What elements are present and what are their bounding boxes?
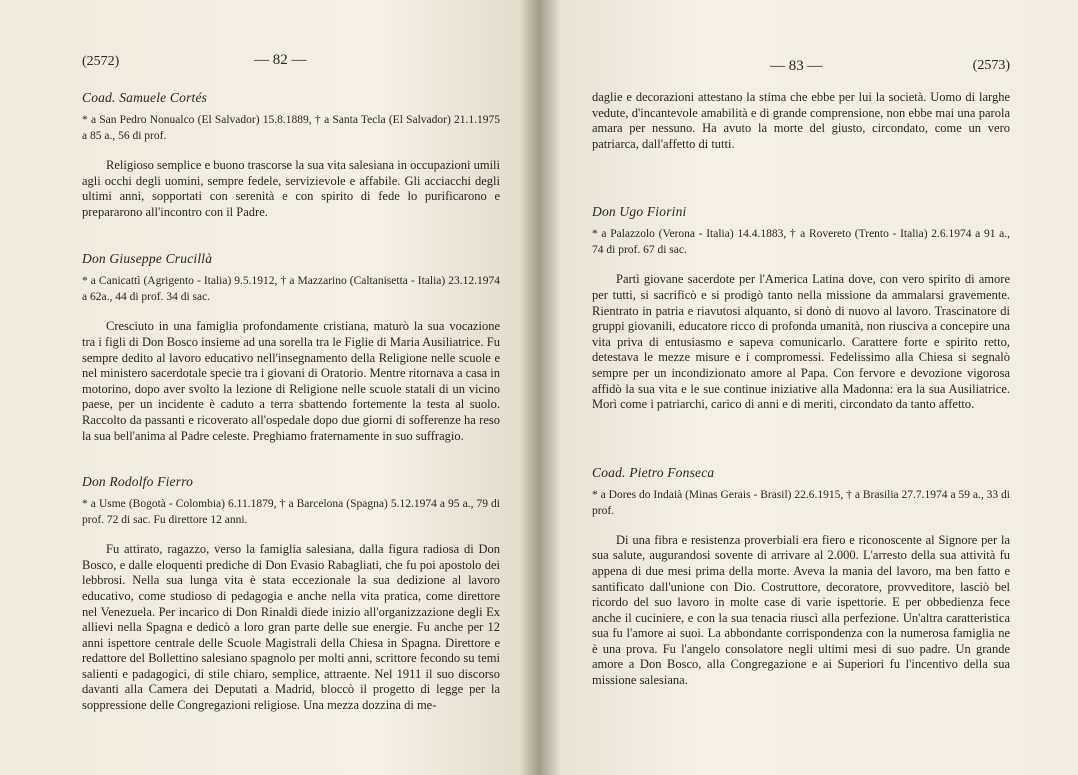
entry-name: Don Ugo Fiorini xyxy=(592,204,687,220)
continuation-paragraph: daglie e decorazioni attestano la stima che ebbe per lui la società. Uomo di larghe vedute, d'incantevole amabilità e di grande comprensione, non ebbe mai una parola amara per nessuno. Ha avuto la morte del giusto, circondato, come un vero patriarca, dall'affetto di tutti. xyxy=(592,90,1010,151)
obituary-entry-fierro xyxy=(82,474,500,714)
right-folio-number: (2573) xyxy=(972,58,1010,73)
left-page-number: — 82 — xyxy=(254,52,307,68)
obituary-entry-crucilla xyxy=(82,251,500,444)
right-page xyxy=(540,0,1078,775)
entry-body: Cresciuto in una famiglia profondamente cristiana, maturò la sua vocazione tra i figli di Don Bosco insieme ad una sorella tra le Figlie di Maria Ausiliatrice. Fu sempre dedito al lavoro educativo nell'insegnamento della Religione nelle scuole e nel ministero sacerdotale specie tra i giovani di Oratorio. Mentre ritornava a casa in motorino, dopo aver svolto la lezione di Religione nelle scuole statali di un vicino paese, per un incidente è caduto a terra sbattendo fortemente la testa al suolo. Raccolto da passanti e ricoverato all'ospedale dopo due giorni di sofferenze ha reso la sua bell'anima al Padre celeste. Preghiamo fraternamente in suo suffragio. xyxy=(82,319,500,443)
left-page-header xyxy=(82,42,500,72)
entry-dates: * a San Pedro Nonualco (El Salvador) 15.8.1889, † a Santa Tecla (El Salvador) 21.1.1975 a 85 a., 56 di prof. xyxy=(82,114,500,142)
entry-name: Don Giuseppe Crucillà xyxy=(82,251,213,267)
entry-name: Coad. Pietro Fonseca xyxy=(592,464,715,480)
entry-dates: * a Palazzolo (Verona - Italia) 14.4.1883, † a Rovereto (Trento - Italia) 2.6.1974 a 91 a., 74 di prof. 67 di sac. xyxy=(592,228,1010,257)
obituary-entry-cortes xyxy=(82,90,500,220)
right-page-number: — 83 — xyxy=(770,58,823,74)
entry-body: Partì giovane sacerdote per l'America Latina dove, con vero spirito di amore per tutti, si sacrificò e si prodigò tanto nella missione da ammalarsi gravemente. Rientrato in patria e riavutosi alquanto, si donò di nuovo al lavoro. Trascinatore di gruppi giovanili, educatore ricco di profonda umanità, non riusciva a concepire una vita priva di entusiasmo e sapeva comunicarlo. Carattere forte e spirito retto, detestava le mezze misure e i compromessi. Fedelissimo alla Chiesa si segnalò sempre per un incondizionato amore al Papa. Con fervore e devozione vigorosa affidò la sua vita e le sue continue iniziative alla Madonna: era la sua Ausiliatrice. Morì come i patriarchi, carico di anni e di meriti, circondato da tanto affetto. xyxy=(592,272,1010,412)
entry-name: Coad. Samuele Cortés xyxy=(82,90,208,105)
obituary-entry-fonseca xyxy=(592,465,1010,689)
obituary-entry-fiorini xyxy=(592,204,1010,412)
entry-name: Don Rodolfo Fierro xyxy=(82,474,194,490)
entry-dates: * a Usme (Bogotà - Colombia) 6.11.1879, † a Barcelona (Spagna) 5.12.1974 a 95 a., 79 di prof. 72 di sac. Fu direttore 12 anni. xyxy=(82,498,500,527)
left-folio-number: (2572) xyxy=(82,54,120,69)
entry-dates: * a Dores do Indaià (Minas Gerais - Brasil) 22.6.1915, † a Brasilia 27.7.1974 a 59 a., 33 di prof. xyxy=(592,488,1010,517)
entry-body: Di una fibra e resistenza proverbiali era fiero e riconoscente al Signore per la sua salute, augurandosi sovente di arrivare al 2.000. L'arresto della sua attività fu appena di due mesi prima della morte. Aveva la mania del lavoro, ma ben fatto e santificato dall'unione con Dio. Costruttore, decoratore, provveditore, lasciò bel ricordo del suo lavoro in molte case di varie ispettorie. E per obbedienza fece anche il cuciniere, e con la sua tenacia riuscì alla perfezione. Un'altra caratteristica sua fu l'amore ai suoi. La abbondante corrispondenza con la numerosa famiglia ne è una prova. Fu l'angelo consolatore negli ultimi mesi di suo padre. Un grande amore a Don Bosco, alla Congregazione e ai Superiori fu l'incentivo della sua missione salesiana. xyxy=(592,532,1010,688)
entry-body: Religioso semplice e buono trascorse la sua vita salesiana in occupazioni umili agli occhi degli uomini, sempre fedele, servizievole e affabile. Gli acciacchi degli ultimi anni, sopportati con serenità e con spirito di fede lo purificarono e prepararono all'incontro con il Padre. xyxy=(82,158,500,219)
right-page-header xyxy=(592,42,1010,72)
entry-body: Fu attirato, ragazzo, verso la famiglia salesiana, dalla figura radiosa di Don Bosco, e dalle eloquenti prediche di Don Evasio Rabagliati, che fu poi apostolo dei lebbrosi. Nella sua lunga vita è stata eccezionale la sua dedizione al lavoro educativo, come studioso di pedagogia e anche nella vita pratica, come direttore nel Venezuela. Per incarico di Don Rinaldi diede inizio all'organizzazione degli Ex allievi nella Spagna e dedicò a loro gran parte delle sue energie. Fu anche per 12 anni ispettore centrale delle Scuole Magistrali della Chiesa in Spagna. Direttore e redattore del Bollettino salesiano spagnolo per molti anni, scrittore fecondo su temi salienti e padagogici, di stile chiaro, semplice, attraente. Nel 1911 il suo discorso davanti alla Camera dei Deputati a Madrid, bloccò il progetto di legge per la soppressione delle Congregazioni religiose. Una mezza dozzina di me- xyxy=(82,542,500,713)
entry-dates: * a Canicattì (Agrigento - Italia) 9.5.1912, † a Mazzarino (Caltanisetta - Italia) 23.12.1974 a 62a., 44 di prof. 34 di sac. xyxy=(82,275,500,304)
